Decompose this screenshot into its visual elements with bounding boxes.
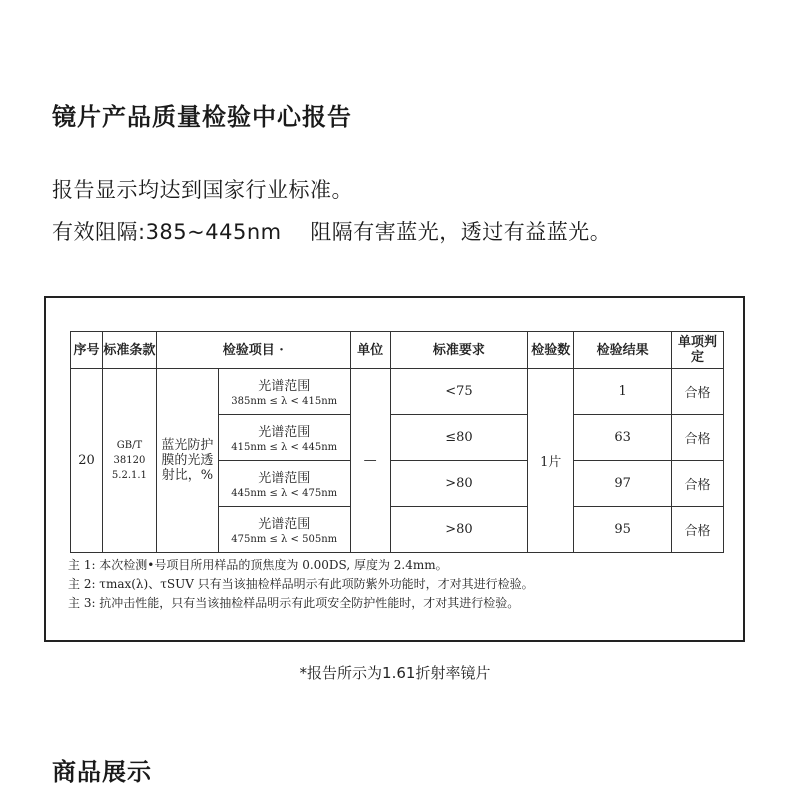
header-item: 检验项目 · (156, 332, 350, 369)
table-header-row (71, 332, 724, 369)
header-std-clause: 标准条款 (102, 332, 156, 369)
note-1: 主 1: 本次检测•号项目所用样品的顶焦度为 0.00DS, 厚度为 2.4mm。 (68, 558, 448, 572)
cell-requirement: ≤80 (390, 415, 528, 461)
cell-verdict: 合格 (672, 369, 724, 415)
cell-result: 95 (574, 507, 672, 553)
cell-result: 63 (574, 415, 672, 461)
cell-std-clause: GB/T 38120 5.2.1.1 (102, 369, 156, 553)
note-3: 主 3: 抗冲击性能，只有当该抽检样品明示有此项安全防护性能时，才对其进行检验。 (68, 596, 520, 610)
cell-result: 97 (574, 461, 672, 507)
range-title: 光谱范围 (258, 470, 311, 486)
header-unit: 单位 (350, 332, 390, 369)
range-value: 415nm ≤ λ < 445nm (231, 441, 338, 453)
cell-unit: — (350, 369, 390, 553)
cell-result: 1 (574, 369, 672, 415)
intro-line-2: 有效阻隔:385~445nm 阻隔有害蓝光，透过有益蓝光。 (52, 220, 612, 244)
cell-range (218, 369, 350, 415)
range-value: 445nm ≤ λ < 475nm (231, 487, 338, 499)
cell-requirement: >80 (390, 507, 528, 553)
cell-seq: 20 (71, 369, 103, 553)
inspection-table (70, 331, 724, 553)
range-title: 光谱范围 (258, 424, 311, 440)
cell-verdict: 合格 (672, 461, 724, 507)
cell-count: 1片 (528, 369, 574, 553)
cell-requirement: <75 (390, 369, 528, 415)
table-row (71, 369, 724, 415)
header-result: 检验结果 (574, 332, 672, 369)
range-value: 385nm ≤ λ < 415nm (231, 395, 338, 407)
report-notes (68, 556, 534, 613)
header-count: 检验数 (528, 332, 574, 369)
cell-range (218, 415, 350, 461)
header-seq: 序号 (71, 332, 103, 369)
cell-verdict: 合格 (672, 415, 724, 461)
section-title: 商品展示 (52, 758, 152, 786)
report-heading: 镜片产品质量检验中心报告 (52, 103, 352, 131)
range-value: 475nm ≤ λ < 505nm (231, 533, 338, 545)
cell-range (218, 461, 350, 507)
header-verdict: 单项判定 (672, 332, 724, 369)
cell-range (218, 507, 350, 553)
cell-requirement: >80 (390, 461, 528, 507)
intro-line-1: 报告显示均达到国家行业标准。 (52, 178, 353, 202)
report-caption: *报告所示为1.61折射率镜片 (299, 664, 491, 682)
range-title: 光谱范围 (258, 378, 311, 394)
report-image-frame (44, 296, 745, 642)
header-requirement: 标准要求 (390, 332, 528, 369)
range-title: 光谱范围 (258, 516, 311, 532)
note-2: 主 2: τmax(λ)、τSUV 只有当该抽检样品明示有此项防紫外功能时，才对其进行检验。 (68, 577, 534, 591)
cell-verdict: 合格 (672, 507, 724, 553)
cell-item-main: 蓝光防护膜的光透射比，% (156, 369, 218, 553)
